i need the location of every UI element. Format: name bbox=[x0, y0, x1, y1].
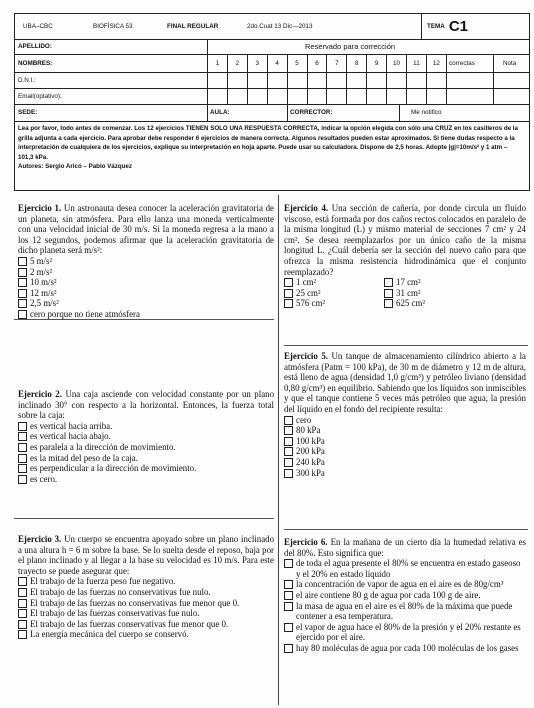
exercise-1-option-c[interactable]: 10 m/s² bbox=[18, 277, 274, 288]
correctas-label: correctas bbox=[449, 59, 475, 67]
reserved-label: Reservado para corrección bbox=[305, 42, 396, 51]
checkbox-icon[interactable] bbox=[284, 458, 293, 467]
dni-label: D.N.I.: bbox=[18, 76, 36, 84]
checkbox-icon[interactable] bbox=[284, 426, 293, 435]
dni-row bbox=[15, 72, 529, 89]
exercise-3-body: Un cuerpo se encuentra apoyado sobre un plano inclinado a una altura h = 6 m sobre la base. Se lo suelta desde el reposo, baja por el plano inclinado y al llegar a la base su velocidad es 10 m/s. Para este trayecto se puede asegurar que: bbox=[18, 534, 275, 576]
checkbox-icon[interactable] bbox=[18, 588, 27, 597]
checkbox-icon[interactable] bbox=[18, 257, 27, 266]
exercise-1-option-e[interactable]: 2,5 m/s² bbox=[18, 298, 274, 309]
term-label: 2do.Cuat 13 Dic—2013 bbox=[247, 23, 313, 30]
checkbox-icon[interactable] bbox=[18, 432, 27, 441]
checkbox-icon[interactable] bbox=[18, 577, 27, 586]
checkbox-icon[interactable] bbox=[18, 299, 27, 308]
exercise-5-options bbox=[284, 415, 526, 479]
exercise-4-options bbox=[284, 277, 526, 309]
institution-label: UBA–CBC bbox=[23, 23, 53, 30]
exercise-1-body: Un astronauta desea conocer la aceleración gravitatoria de un planeta, sin atmósfera. Para ello lanza una moneda verticalmente con una velocidad inicial de 30 m/s. Si la moneda regresa a la mano a los 12 segundos, podemos afirmar que la aceleración gravitatoria de dicho planeta será m/s²: bbox=[18, 203, 274, 256]
exercise-4-title: Ejercicio 4. bbox=[284, 203, 329, 213]
tema-label: TEMA bbox=[427, 23, 445, 30]
exercise-3-option-f[interactable]: La energía mecánica del cuerpo se conservó. bbox=[18, 629, 274, 640]
nota-label: Nota bbox=[503, 59, 517, 67]
tema-box bbox=[427, 14, 468, 39]
exercise-1-option-b[interactable]: 2 m/s² bbox=[18, 267, 274, 278]
checkbox-icon[interactable] bbox=[18, 422, 27, 431]
exercise-2-option-f[interactable]: es cero. bbox=[18, 474, 274, 485]
checkbox-icon[interactable] bbox=[284, 469, 293, 478]
exercise-6-body: En la mañana de un cierto día la humedad relativa es del 80%. Esto significa que: bbox=[284, 537, 527, 558]
answer-grid-number-7: 7 bbox=[326, 54, 346, 72]
nombres-label: NOMBRES: bbox=[18, 59, 53, 67]
exercise-3 bbox=[18, 534, 274, 640]
exercise-2-option-d[interactable]: es la mitad del peso de la caja. bbox=[18, 453, 274, 464]
email-label: Email(optativo): bbox=[18, 92, 62, 100]
answer-grid-number-6: 6 bbox=[307, 54, 327, 72]
exercise-2-option-c[interactable]: es paralela a la dirección de movimiento. bbox=[18, 442, 274, 453]
sede-row bbox=[15, 104, 529, 122]
exam-header bbox=[14, 13, 530, 191]
aula-label: AULA: bbox=[210, 109, 230, 116]
exercise-5-title: Ejercicio 5. bbox=[284, 351, 328, 361]
exercise-4-option-f[interactable]: 625 cm² bbox=[384, 298, 484, 309]
exercise-3-title: Ejercicio 3. bbox=[18, 534, 62, 544]
checkbox-icon[interactable] bbox=[284, 559, 293, 568]
checkbox-icon[interactable] bbox=[284, 644, 293, 653]
exercise-5-option-f[interactable]: 300 kPa bbox=[284, 468, 526, 479]
exercise-3-option-b[interactable]: El trabajo de las fuerzas no conservativas fue nulo. bbox=[18, 587, 274, 598]
exercise-3-option-d[interactable]: El trabajo de las fuerzas conservativas fue nulo. bbox=[18, 608, 274, 619]
answer-grid-number-12: 12 bbox=[426, 54, 446, 72]
exercise-1-option-d[interactable]: 12 m/s² bbox=[18, 288, 274, 299]
exercise-5-option-e[interactable]: 240 kPa bbox=[284, 457, 526, 468]
exercise-3-options bbox=[18, 576, 274, 640]
checkbox-icon[interactable] bbox=[284, 602, 293, 611]
exercise-6-option-c[interactable]: el aire contiene 80 g de agua por cada 100 g de aire. bbox=[284, 590, 526, 601]
exercise-4-option-d[interactable]: 31 cm² bbox=[384, 288, 484, 299]
exercise-5-option-a[interactable]: cero bbox=[284, 415, 526, 426]
checkbox-icon[interactable] bbox=[384, 278, 393, 287]
email-row bbox=[15, 88, 529, 105]
apellido-row bbox=[15, 39, 529, 55]
exercise-2-title: Ejercicio 2. bbox=[18, 389, 62, 399]
checkbox-icon[interactable] bbox=[284, 580, 293, 589]
exercise-1 bbox=[18, 203, 274, 320]
checkbox-icon[interactable] bbox=[284, 447, 293, 456]
exercise-4-option-b[interactable]: 17 cm² bbox=[384, 277, 484, 288]
exercise-2-options bbox=[18, 421, 274, 485]
checkbox-icon[interactable] bbox=[18, 599, 27, 608]
exercise-5-option-b[interactable]: 80 kPa bbox=[284, 425, 526, 436]
exercise-2-option-a[interactable]: es vertical hacia arriba. bbox=[18, 421, 274, 432]
answer-grid-number-11: 11 bbox=[406, 54, 426, 72]
apellido-label: APELLIDO: bbox=[18, 43, 52, 50]
answer-grid-number-9: 9 bbox=[366, 54, 386, 72]
exercise-6-title: Ejercicio 6. bbox=[284, 537, 328, 547]
exercise-2 bbox=[18, 389, 274, 484]
corrector-label: CORRECTOR: bbox=[290, 109, 333, 116]
instructions-text: Lea por favor, todo antes de comenzar. Los 12 ejercicios TIENEN SOLO UNA RESPUESTA CORRECTA, indicar la opción elegida con sólo una CRUZ en los casilleros de la grilla adjunta a cada ejercicio. Para aprobar debe responder 6 ejercicios de manera correcta. Algunos resultados pueden estar aproximados. Si tiene dudas respecto a la interpretación de cualquiera de los ejercicios, explique su interpretación en hoja aparte. Puede usar su calculadora. Dispone de 2,5 horas. Adopte |g|=10m/s² y 1 atm – 101,3 kPa. bbox=[18, 125, 518, 161]
checkbox-icon[interactable] bbox=[18, 310, 27, 319]
exercise-6 bbox=[284, 537, 526, 654]
checkbox-icon[interactable] bbox=[284, 623, 293, 632]
exercise-4-option-c[interactable]: 25 cm² bbox=[284, 288, 384, 299]
exercise-6-option-d[interactable]: la masa de agua en el aire es el 80% de la máxima que puede contener a esa temperatura. bbox=[284, 601, 526, 622]
exercise-5-option-d[interactable]: 200 kPa bbox=[284, 446, 526, 457]
checkbox-icon[interactable] bbox=[284, 299, 293, 308]
exercise-4 bbox=[284, 203, 526, 309]
answer-grid-number-5: 5 bbox=[287, 54, 307, 72]
checkbox-icon[interactable] bbox=[18, 620, 27, 629]
exercise-2-option-b[interactable]: es vertical hacia abajo. bbox=[18, 431, 274, 442]
exercise-3-option-e[interactable]: El trabajo de las fuerzas conservativas fue menor que 0. bbox=[18, 619, 274, 630]
sede-label: SEDE: bbox=[18, 109, 38, 116]
checkbox-icon[interactable] bbox=[284, 416, 293, 425]
exercise-4-option-e[interactable]: 576 cm² bbox=[284, 298, 384, 309]
checkbox-icon[interactable] bbox=[18, 278, 27, 287]
exercise-6-option-f[interactable]: hay 80 moléculas de agua por cada 100 moléculas de los gases bbox=[284, 643, 526, 654]
notificado-label: Me notifico bbox=[411, 109, 442, 116]
checkbox-icon[interactable] bbox=[284, 591, 293, 600]
answer-grid-number-1: 1 bbox=[207, 54, 227, 72]
exercises-area bbox=[14, 195, 528, 705]
exercise-2-body: Una caja asciende con velocidad constante por un plano inclinado 30° con respecto a la horizontal. Entonces, la fuerza total sobre la caja: bbox=[18, 389, 275, 421]
exercise-6-option-e[interactable]: el vapor de agua hace el 80% de la presión y el 20% restante es ejercido por el aire. bbox=[284, 622, 526, 643]
instructions-block bbox=[15, 124, 529, 188]
answer-grid-number-4: 4 bbox=[267, 54, 287, 72]
answer-grid-number-8: 8 bbox=[346, 54, 366, 72]
tema-code: C1 bbox=[448, 18, 469, 35]
answer-grid-number-2: 2 bbox=[227, 54, 247, 72]
checkbox-icon[interactable] bbox=[18, 268, 27, 277]
checkbox-icon[interactable] bbox=[18, 443, 27, 452]
checkbox-icon[interactable] bbox=[18, 454, 27, 463]
answer-grid-number-10: 10 bbox=[386, 54, 406, 72]
exercise-1-title: Ejercicio 1. bbox=[18, 203, 62, 213]
exercise-5 bbox=[284, 351, 526, 478]
exercise-3-option-c[interactable]: El trabajo de las fuerzas no conservativas fue menor que 0. bbox=[18, 598, 274, 609]
checkbox-icon[interactable] bbox=[18, 289, 27, 298]
checkbox-icon[interactable] bbox=[18, 609, 27, 618]
checkbox-icon[interactable] bbox=[18, 630, 27, 639]
checkbox-icon[interactable] bbox=[284, 289, 293, 298]
checkbox-icon[interactable] bbox=[284, 278, 293, 287]
exercise-5-option-c[interactable]: 100 kPa bbox=[284, 436, 526, 447]
header-title-row bbox=[15, 14, 529, 40]
checkbox-icon[interactable] bbox=[18, 475, 27, 484]
exercise-3-option-a[interactable]: El trabajo de la fuerza peso fue negativo. bbox=[18, 576, 274, 587]
exercise-5-body: Un tanque de almacenamiento cilíndrico abierto a la atmósfera (Patm = 100 kPa), de 30 m de diámetro y 12 m de altura, está lleno de agua (densidad 1,0 g/cm³) y petróleo liviano (densidad 0,80 g/cm³) en equilibrio. Sabiendo que los líquidos son inmiscibles y que el tanque contiene 5 veces más petróleo que agua, la presión del líquido en el fondo del recipiente resulta: bbox=[284, 351, 527, 414]
nombres-row bbox=[15, 54, 529, 73]
exam-type-label: FINAL REGULAR bbox=[167, 23, 219, 30]
checkbox-icon[interactable] bbox=[384, 289, 393, 298]
exercise-2-option-e[interactable]: es perpendicular a la dirección de movimiento. bbox=[18, 463, 274, 474]
checkbox-icon[interactable] bbox=[284, 437, 293, 446]
exercise-4-option-a[interactable]: 1 cm² bbox=[284, 277, 384, 288]
checkbox-icon[interactable] bbox=[384, 299, 393, 308]
exercise-6-options bbox=[284, 558, 526, 653]
course-label: BIOFÍSICA 53 bbox=[93, 23, 133, 30]
checkbox-icon[interactable] bbox=[18, 464, 27, 473]
authors-line: Autores: Sergio Aricó – Pablo Vázquez bbox=[18, 163, 132, 171]
exercise-1-option-f[interactable]: cero porque no tiene atmósfera bbox=[18, 309, 274, 320]
exercise-1-option-a[interactable]: 5 m/s² bbox=[18, 256, 274, 267]
answer-grid-number-3: 3 bbox=[247, 54, 267, 72]
exercise-4-body: Una sección de cañería, por donde circula un fluido viscoso, está formada por dos caños rectos colocados en paralelo de la misma longitud (L) y mismo material de secciones 7 cm² y 24 cm². Se desea reemplazarlos por un único caño de la misma longitud L. ¿Cuál debería ser la sección del nuevo caño para que ofrezca la misma resistencia hidrodinámica que el conjunto reemplazado? bbox=[284, 203, 527, 277]
exercise-1-options bbox=[18, 256, 274, 320]
exercise-6-option-b[interactable]: la concentración de vapor de agua en el aire es de 80g/cm³ bbox=[284, 579, 526, 590]
exercise-6-option-a[interactable]: de toda el agua presente el 80% se encuentra en estado gaseoso y el 20% en estado líquido bbox=[284, 558, 526, 579]
